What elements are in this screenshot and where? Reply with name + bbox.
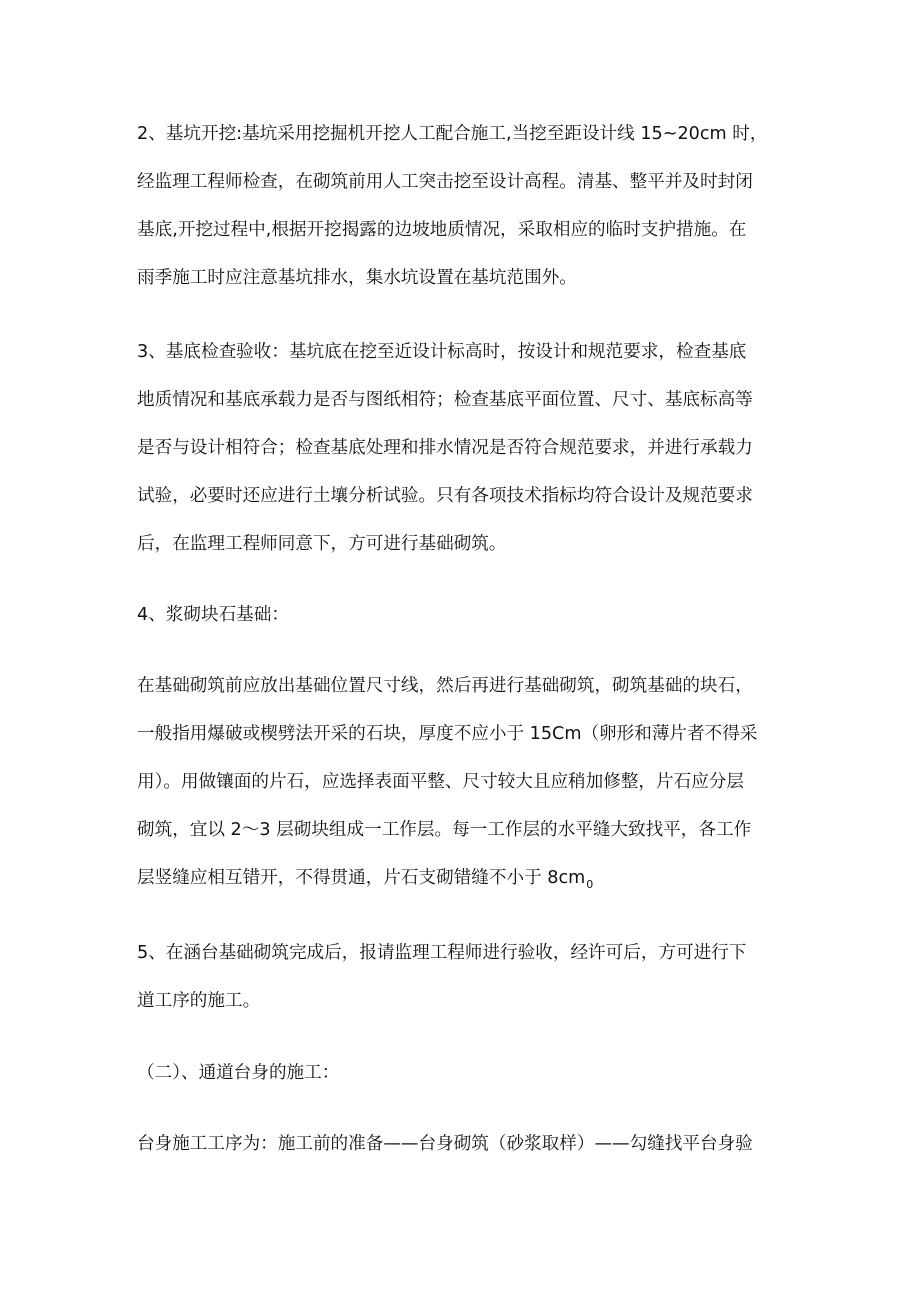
- p3-line-1: 3、基底检查验收：基坑底在挖至近设计标高时，按设计和规范要求，检查基底: [137, 342, 747, 362]
- p2-line-3: 基底,开挖过程中,根据开挖揭露的边坡地质情况，采取相应的临时支护措施。在: [137, 220, 747, 240]
- p4-tail-subscript: 0: [586, 878, 594, 891]
- p3-line-3: 是否与设计相符合；检查基底处理和排水情况是否符合规范要求，并进行承载力: [137, 438, 753, 458]
- p3-line-2: 地质情况和基底承载力是否与图纸相符；检查基底平面位置、尺寸、基底标高等: [137, 390, 753, 410]
- p5-line-1: 5、在涵台基础砌筑完成后，报请监理工程师进行验收，经许可后，方可进行下: [137, 943, 747, 963]
- p2-line-1: 2、基坑开挖:基坑采用挖掘机开挖人工配合施工,当挖至距设计线 15~20cm 时，: [137, 124, 768, 144]
- p2-line-2: 经监理工程师检查，在砌筑前用人工突击挖至设计高程。清基、整平并及时封闭: [137, 172, 753, 192]
- p4-line-2: 一般指用爆破或楔劈法开采的石块，厚度不应小于 15Cm（卵形和薄片者不得采: [137, 724, 758, 744]
- p3-line-5: 后，在监理工程师同意下，方可进行基础砌筑。: [137, 534, 507, 554]
- abutment-sequence-line-1: 台身施工工序为：施工前的准备——台身砌筑（砂浆取样）——勾缝找平台身验: [137, 1134, 753, 1154]
- p4-line-5: [137, 866, 817, 897]
- p4-line-4: 砌筑，宜以 2～3 层砌块组成一工作层。每一工作层的水平缝大致找平，各工作: [137, 820, 752, 840]
- p4-line-1: 在基础砌筑前应放出基础位置尺寸线，然后再进行基础砌筑，砌筑基础的块石，: [137, 676, 753, 696]
- p2-line-4: 雨季施工时应注意基坑排水，集水坑设置在基坑范围外。: [137, 268, 577, 288]
- p3-line-4: 试验，必要时还应进行土壤分析试验。只有各项技术指标均符合设计及规范要求: [137, 486, 753, 506]
- p4-line-3: 用）。用做镶面的片石，应选择表面平整、尺寸较大且应稍加修整，片石应分层: [137, 772, 744, 792]
- p4-line-5-text: 层竖缝应相互错开，不得贯通，片石支砌错缝不小于 8cm: [137, 868, 586, 888]
- p5-line-2: 道工序的施工。: [137, 991, 261, 1011]
- p4-heading: 4、浆砌块石基础：: [137, 605, 289, 625]
- section-heading-2: （二）、通道台身的施工：: [137, 1063, 340, 1083]
